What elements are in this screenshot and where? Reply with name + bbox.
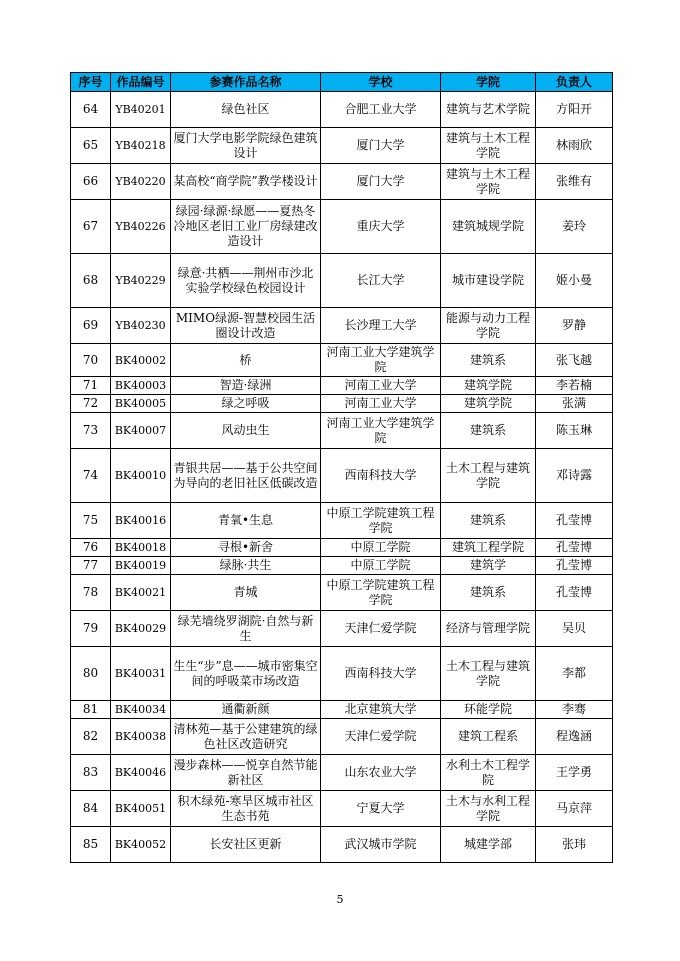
cell-leader: 张满 [536, 395, 613, 413]
cell-entry-code: BK40005 [111, 395, 171, 413]
header-entry-code: 作品编号 [111, 73, 171, 92]
cell-college: 土木与水利工程学院 [441, 791, 536, 827]
table-body [71, 92, 613, 863]
cell-index: 74 [71, 449, 111, 503]
cell-leader: 邓诗露 [536, 449, 613, 503]
cell-entry-title: 绿园·绿源·绿愿——夏热冬冷地区老旧工业厂房绿建改造设计 [171, 200, 321, 254]
cell-entry-code: BK40007 [111, 413, 171, 449]
cell-entry-code: BK40003 [111, 377, 171, 395]
cell-leader: 罗静 [536, 308, 613, 344]
cell-college: 土木工程与建筑学院 [441, 647, 536, 701]
cell-entry-title: 绿芜墙绕罗湖院·自然与新生 [171, 611, 321, 647]
cell-leader: 李骞 [536, 701, 613, 719]
table-row [71, 557, 613, 575]
cell-entry-code: BK40016 [111, 503, 171, 539]
cell-entry-title: 通衢新颜 [171, 701, 321, 719]
cell-index: 73 [71, 413, 111, 449]
cell-school: 长沙理工大学 [321, 308, 441, 344]
cell-entry-code: BK40031 [111, 647, 171, 701]
cell-leader: 张维有 [536, 164, 613, 200]
cell-entry-code: BK40046 [111, 755, 171, 791]
table-row [71, 539, 613, 557]
cell-school: 中原工学院建筑工程学院 [321, 575, 441, 611]
cell-college: 建筑工程系 [441, 719, 536, 755]
cell-index: 72 [71, 395, 111, 413]
cell-leader: 吴贝 [536, 611, 613, 647]
cell-leader: 李若楠 [536, 377, 613, 395]
cell-school: 河南工业大学 [321, 395, 441, 413]
table-row [71, 200, 613, 254]
cell-leader: 孔莹博 [536, 503, 613, 539]
cell-college: 土木工程与建筑学院 [441, 449, 536, 503]
cell-college: 建筑与土木工程学院 [441, 128, 536, 164]
cell-college: 城建学部 [441, 827, 536, 863]
table-row [71, 791, 613, 827]
cell-school: 中原工学院 [321, 557, 441, 575]
table-row [71, 413, 613, 449]
cell-entry-code: BK40019 [111, 557, 171, 575]
cell-entry-code: BK40034 [111, 701, 171, 719]
header-index: 序号 [71, 73, 111, 92]
table-row [71, 449, 613, 503]
cell-college: 建筑系 [441, 575, 536, 611]
cell-index: 78 [71, 575, 111, 611]
cell-school: 河南工业大学建筑学院 [321, 413, 441, 449]
cell-entry-title: 智造·绿洲 [171, 377, 321, 395]
cell-entry-code: YB40226 [111, 200, 171, 254]
table-row [71, 647, 613, 701]
cell-entry-code: BK40051 [111, 791, 171, 827]
header-school: 学校 [321, 73, 441, 92]
cell-entry-title: 青城 [171, 575, 321, 611]
award-list-table [70, 72, 613, 863]
table-row [71, 128, 613, 164]
cell-school: 中原工学院 [321, 539, 441, 557]
cell-leader: 张飞越 [536, 344, 613, 377]
cell-entry-code: BK40021 [111, 575, 171, 611]
cell-college: 建筑学院 [441, 377, 536, 395]
cell-index: 81 [71, 701, 111, 719]
cell-entry-title: 风动虫生 [171, 413, 321, 449]
table-row [71, 377, 613, 395]
cell-college: 经济与管理学院 [441, 611, 536, 647]
cell-college: 建筑系 [441, 503, 536, 539]
table-row [71, 395, 613, 413]
cell-school: 长江大学 [321, 254, 441, 308]
cell-college: 建筑城规学院 [441, 200, 536, 254]
cell-index: 66 [71, 164, 111, 200]
cell-leader: 张玮 [536, 827, 613, 863]
cell-school: 河南工业大学建筑学院 [321, 344, 441, 377]
cell-leader: 孔莹博 [536, 575, 613, 611]
cell-index: 64 [71, 92, 111, 128]
cell-index: 71 [71, 377, 111, 395]
cell-entry-title: 桥 [171, 344, 321, 377]
cell-index: 85 [71, 827, 111, 863]
cell-entry-title: 积木绿苑-寒旱区城市社区生态书苑 [171, 791, 321, 827]
cell-school: 厦门大学 [321, 128, 441, 164]
cell-school: 重庆大学 [321, 200, 441, 254]
cell-leader: 方阳开 [536, 92, 613, 128]
header-college: 学院 [441, 73, 536, 92]
cell-school: 北京建筑大学 [321, 701, 441, 719]
cell-index: 65 [71, 128, 111, 164]
cell-entry-code: YB40220 [111, 164, 171, 200]
cell-index: 67 [71, 200, 111, 254]
cell-entry-code: YB40230 [111, 308, 171, 344]
cell-college: 环能学院 [441, 701, 536, 719]
cell-school: 中原工学院建筑工程学院 [321, 503, 441, 539]
header-entry-title: 参赛作品名称 [171, 73, 321, 92]
cell-leader: 孔莹博 [536, 539, 613, 557]
cell-school: 天津仁爱学院 [321, 611, 441, 647]
cell-leader: 李都 [536, 647, 613, 701]
cell-index: 68 [71, 254, 111, 308]
table-row [71, 344, 613, 377]
cell-entry-code: BK40010 [111, 449, 171, 503]
cell-entry-code: BK40002 [111, 344, 171, 377]
cell-college: 建筑与土木工程学院 [441, 164, 536, 200]
table-row [71, 575, 613, 611]
cell-index: 83 [71, 755, 111, 791]
cell-school: 合肥工业大学 [321, 92, 441, 128]
table-row [71, 503, 613, 539]
cell-entry-title: 生生“步”息——城市密集空间的呼吸菜市场改造 [171, 647, 321, 701]
table-row [71, 719, 613, 755]
cell-leader: 陈玉琳 [536, 413, 613, 449]
cell-entry-title: 厦门大学电影学院绿色建筑设计 [171, 128, 321, 164]
cell-entry-code: YB40229 [111, 254, 171, 308]
cell-index: 82 [71, 719, 111, 755]
cell-college: 建筑系 [441, 344, 536, 377]
cell-index: 77 [71, 557, 111, 575]
cell-school: 宁夏大学 [321, 791, 441, 827]
cell-index: 75 [71, 503, 111, 539]
cell-college: 城市建设学院 [441, 254, 536, 308]
table-row [71, 827, 613, 863]
cell-index: 76 [71, 539, 111, 557]
cell-entry-title: 绿之呼吸 [171, 395, 321, 413]
cell-leader: 程逸涵 [536, 719, 613, 755]
cell-school: 武汉城市学院 [321, 827, 441, 863]
cell-school: 西南科技大学 [321, 647, 441, 701]
cell-leader: 姬小曼 [536, 254, 613, 308]
cell-school: 西南科技大学 [321, 449, 441, 503]
cell-college: 建筑系 [441, 413, 536, 449]
cell-college: 建筑与艺术学院 [441, 92, 536, 128]
cell-entry-title: 某高校“商学院”教学楼设计 [171, 164, 321, 200]
cell-entry-title: 漫步森林——悦享自然节能新社区 [171, 755, 321, 791]
cell-entry-title: 绿意·共栖——荆州市沙北实验学校绿色校园设计 [171, 254, 321, 308]
table-row [71, 92, 613, 128]
cell-entry-title: 绿色社区 [171, 92, 321, 128]
cell-college: 建筑学院 [441, 395, 536, 413]
cell-entry-code: BK40052 [111, 827, 171, 863]
cell-entry-code: BK40029 [111, 611, 171, 647]
cell-leader: 姜玲 [536, 200, 613, 254]
cell-index: 80 [71, 647, 111, 701]
table-row [71, 611, 613, 647]
cell-leader: 马京萍 [536, 791, 613, 827]
cell-entry-title: 清林苑—基于公建建筑的绿色社区改造研究 [171, 719, 321, 755]
cell-entry-title: 长安社区更新 [171, 827, 321, 863]
table-header-row [71, 73, 613, 92]
cell-index: 79 [71, 611, 111, 647]
cell-index: 84 [71, 791, 111, 827]
cell-school: 山东农业大学 [321, 755, 441, 791]
cell-entry-code: YB40218 [111, 128, 171, 164]
cell-entry-code: BK40018 [111, 539, 171, 557]
cell-school: 河南工业大学 [321, 377, 441, 395]
cell-leader: 林雨欣 [536, 128, 613, 164]
cell-college: 水利土木工程学院 [441, 755, 536, 791]
cell-school: 厦门大学 [321, 164, 441, 200]
cell-college: 建筑工程学院 [441, 539, 536, 557]
table-row [71, 308, 613, 344]
cell-leader: 王学勇 [536, 755, 613, 791]
header-leader: 负责人 [536, 73, 613, 92]
page-number: 5 [336, 893, 344, 906]
cell-entry-title: 绿脉·共生 [171, 557, 321, 575]
cell-entry-title: 青氧•生息 [171, 503, 321, 539]
cell-entry-title: 青银共居——基于公共空间为导向的老旧社区低碳改造 [171, 449, 321, 503]
cell-entry-code: YB40201 [111, 92, 171, 128]
cell-leader: 孔莹博 [536, 557, 613, 575]
cell-index: 70 [71, 344, 111, 377]
table-row [71, 254, 613, 308]
cell-school: 天津仁爱学院 [321, 719, 441, 755]
cell-index: 69 [71, 308, 111, 344]
table-row [71, 164, 613, 200]
cell-entry-title: MIMO绿源-智慧校园生活圈设计改造 [171, 308, 321, 344]
cell-college: 能源与动力工程学院 [441, 308, 536, 344]
cell-college: 建筑学 [441, 557, 536, 575]
table-row [71, 755, 613, 791]
cell-entry-code: BK40038 [111, 719, 171, 755]
table-row [71, 701, 613, 719]
cell-entry-title: 寻根•新舍 [171, 539, 321, 557]
